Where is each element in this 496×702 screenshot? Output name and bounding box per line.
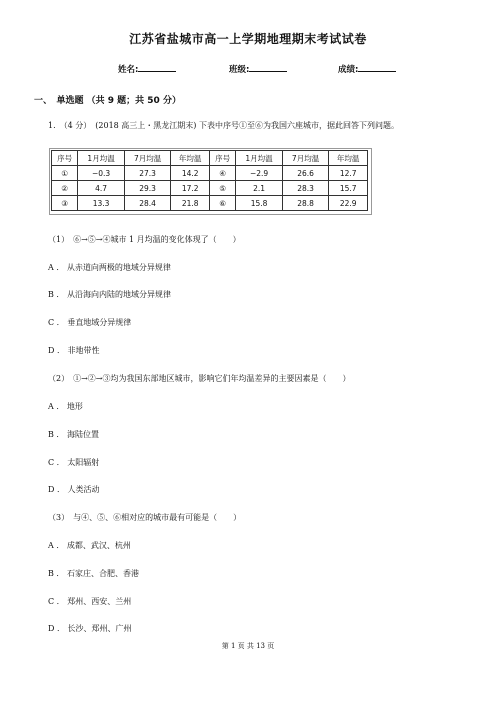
subquestion-1-prompt: （1） ⑥→⑤→④城市 1 月均温的变化体现了（ ） xyxy=(48,235,241,244)
table-header-row xyxy=(52,151,368,166)
score-blank xyxy=(358,63,396,72)
table-header-cell: 年均温 xyxy=(329,151,368,166)
table-cell: ② xyxy=(52,181,78,196)
table-cell: 27.3 xyxy=(124,166,171,181)
temperature-table xyxy=(51,150,368,211)
table-cell: 4.7 xyxy=(78,181,125,196)
table-header-cell: 年均温 xyxy=(171,151,210,166)
name-blank xyxy=(138,63,176,72)
table-cell: 14.2 xyxy=(171,166,210,181)
subquestion-2-prompt: （2） ①→②→③均为我国东部地区城市，影响它们年均温差异的主要因素是（ ） xyxy=(48,374,351,383)
subquestion-3-option-c: C ． 郑州、西安、兰州 xyxy=(48,597,132,606)
table-cell: 15.7 xyxy=(329,181,368,196)
score-field xyxy=(338,63,396,75)
table-cell: ⑤ xyxy=(209,181,235,196)
table-cell: 29.3 xyxy=(124,181,171,196)
table-cell: 28.4 xyxy=(124,196,171,211)
table-cell: ⑥ xyxy=(209,196,235,211)
table-row xyxy=(52,181,368,196)
class-blank xyxy=(249,63,287,72)
name-field xyxy=(118,63,176,75)
table-cell: ① xyxy=(52,166,78,181)
table-header-cell: 1月均温 xyxy=(78,151,125,166)
table-cell: 2.1 xyxy=(236,181,283,196)
table-cell: 28.3 xyxy=(282,181,329,196)
subquestion-3-option-d: D ． 长沙、郑州、广州 xyxy=(48,624,132,633)
subquestion-2-option-d: D ． 人类活动 xyxy=(48,485,100,494)
table-header-cell: 1月均温 xyxy=(236,151,283,166)
table-row xyxy=(52,166,368,181)
subquestion-1-option-b: B ． 从沿海向内陆的地域分异规律 xyxy=(48,290,171,299)
subquestion-2-option-b: B ． 海陆位置 xyxy=(48,430,99,439)
name-label: 姓名: xyxy=(118,65,139,75)
question-stem: 1. （4 分） (2018 高三上・黑龙江期末) 下表中序号①至⑥为我国六座城市，据此回答下列问题。 xyxy=(48,121,399,130)
table-header-cell: 序号 xyxy=(209,151,235,166)
page-footer: 第 1 页 共 13 页 xyxy=(221,642,275,650)
class-label: 班级: xyxy=(229,65,250,75)
subquestion-1-option-c: C ． 垂直地域分异规律 xyxy=(48,318,132,327)
table-cell: −0.3 xyxy=(78,166,125,181)
score-label: 成绩: xyxy=(338,65,359,75)
subquestion-3-prompt: （3） 与④、⑤、⑥相对应的城市最有可能是（ ） xyxy=(48,513,242,522)
exam-title: 江苏省盐城市高一上学期地理期末考试试卷 xyxy=(129,32,367,46)
table-cell: ③ xyxy=(52,196,78,211)
class-field xyxy=(229,63,287,75)
table-header-cell: 7月均温 xyxy=(124,151,171,166)
table-header-cell: 7月均温 xyxy=(282,151,329,166)
table-cell: ④ xyxy=(209,166,235,181)
table-cell: 22.9 xyxy=(329,196,368,211)
table-cell: 13.3 xyxy=(78,196,125,211)
table-row xyxy=(52,196,368,211)
table-cell: 12.7 xyxy=(329,166,368,181)
table-header-cell: 序号 xyxy=(52,151,78,166)
table-cell: −2.9 xyxy=(236,166,283,181)
subquestion-2-option-c: C ． 太阳辐射 xyxy=(48,458,100,467)
table-cell: 26.6 xyxy=(282,166,329,181)
section-heading: 一、 单选题 （共 9 题；共 50 分） xyxy=(34,96,181,106)
subquestion-1-option-a: A ． 从赤道向两极的地域分异规律 xyxy=(48,263,171,272)
table-cell: 21.8 xyxy=(171,196,210,211)
table-cell: 28.8 xyxy=(282,196,329,211)
table-cell: 17.2 xyxy=(171,181,210,196)
subquestion-3-option-b: B ． 石家庄、合肥、香港 xyxy=(48,569,139,578)
subquestion-3-option-a: A ． 成都、武汉、杭州 xyxy=(48,541,131,550)
subquestion-2-option-a: A ． 地形 xyxy=(48,402,83,411)
subquestion-1-option-d: D ． 非地带性 xyxy=(48,346,100,355)
table-cell: 15.8 xyxy=(236,196,283,211)
